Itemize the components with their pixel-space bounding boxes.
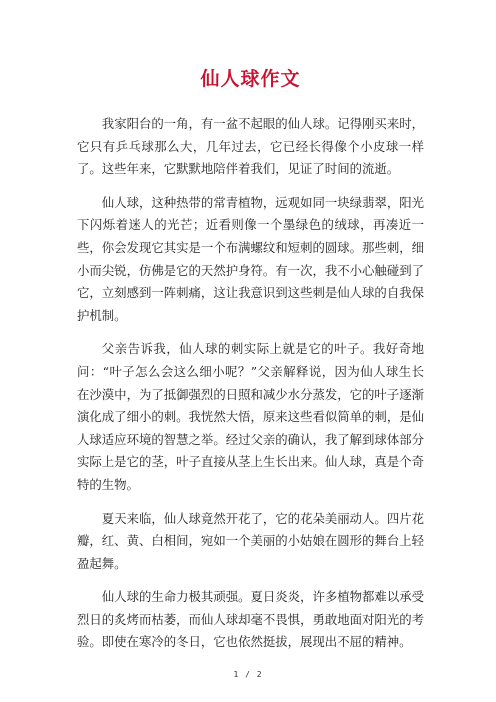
paragraph-2: 仙人球，这种热带的常青植物，远观如同一块绿翡翠，阳光下闪烁着迷人的光芒；近看则像一个墨绿色的绒球，再凑近一些，你会发现它其实是一个布满螺纹和短刺的圆球。那些刺，细小而尖锐，仿佛是它的天然护身符。有一次，我不小心触碰到了它，立刻感到一阵刺痛，这让我意识到这些刺是仙人球的自我保护机制。 bbox=[77, 194, 424, 323]
page-number: 1 / 2 bbox=[233, 670, 263, 679]
paragraph-1: 我家阳台的一角，有一盆不起眼的仙人球。记得刚买来时，它只有乒乓球那么大，几年过去，它已经长得像个小皮球一样了。这些年来，它默默地陪伴着我们，见证了时间的流逝。 bbox=[77, 116, 424, 177]
paragraph-5: 仙人球的生命力极其顽强。夏日炎炎，许多植物都难以承受烈日的炙烤而枯萎，而仙人球却毫不畏惧，勇敢地面对阳光的考验。即使在寒冷的冬日，它也依然挺拔，展现出不屈的精神。 bbox=[77, 589, 424, 650]
document-title: 仙人球作文 bbox=[200, 68, 301, 90]
paragraph-4: 夏天来临，仙人球竟然开花了，它的花朵美丽动人。四片花瓣，红、黄、白相间，宛如一个美丽的小姑娘在圆形的舞台上轻盈起舞。 bbox=[77, 510, 424, 571]
paragraph-3: 父亲告诉我，仙人球的刺实际上就是它的叶子。我好奇地问：“叶子怎么会这么细小呢？”父亲解释说，因为仙人球生长在沙漠中，为了抵御强烈的日照和减少水分蒸发，它的叶子逐渐演化成了细小的刺。我恍然大悟，原来这些看似简单的刺，是仙人球适应环境的智慧之举。经过父亲的确认，我了解到球体部分实际上是它的茎，叶子直接从茎上生长出来。仙人球，真是个奇特的生物。 bbox=[77, 341, 424, 492]
